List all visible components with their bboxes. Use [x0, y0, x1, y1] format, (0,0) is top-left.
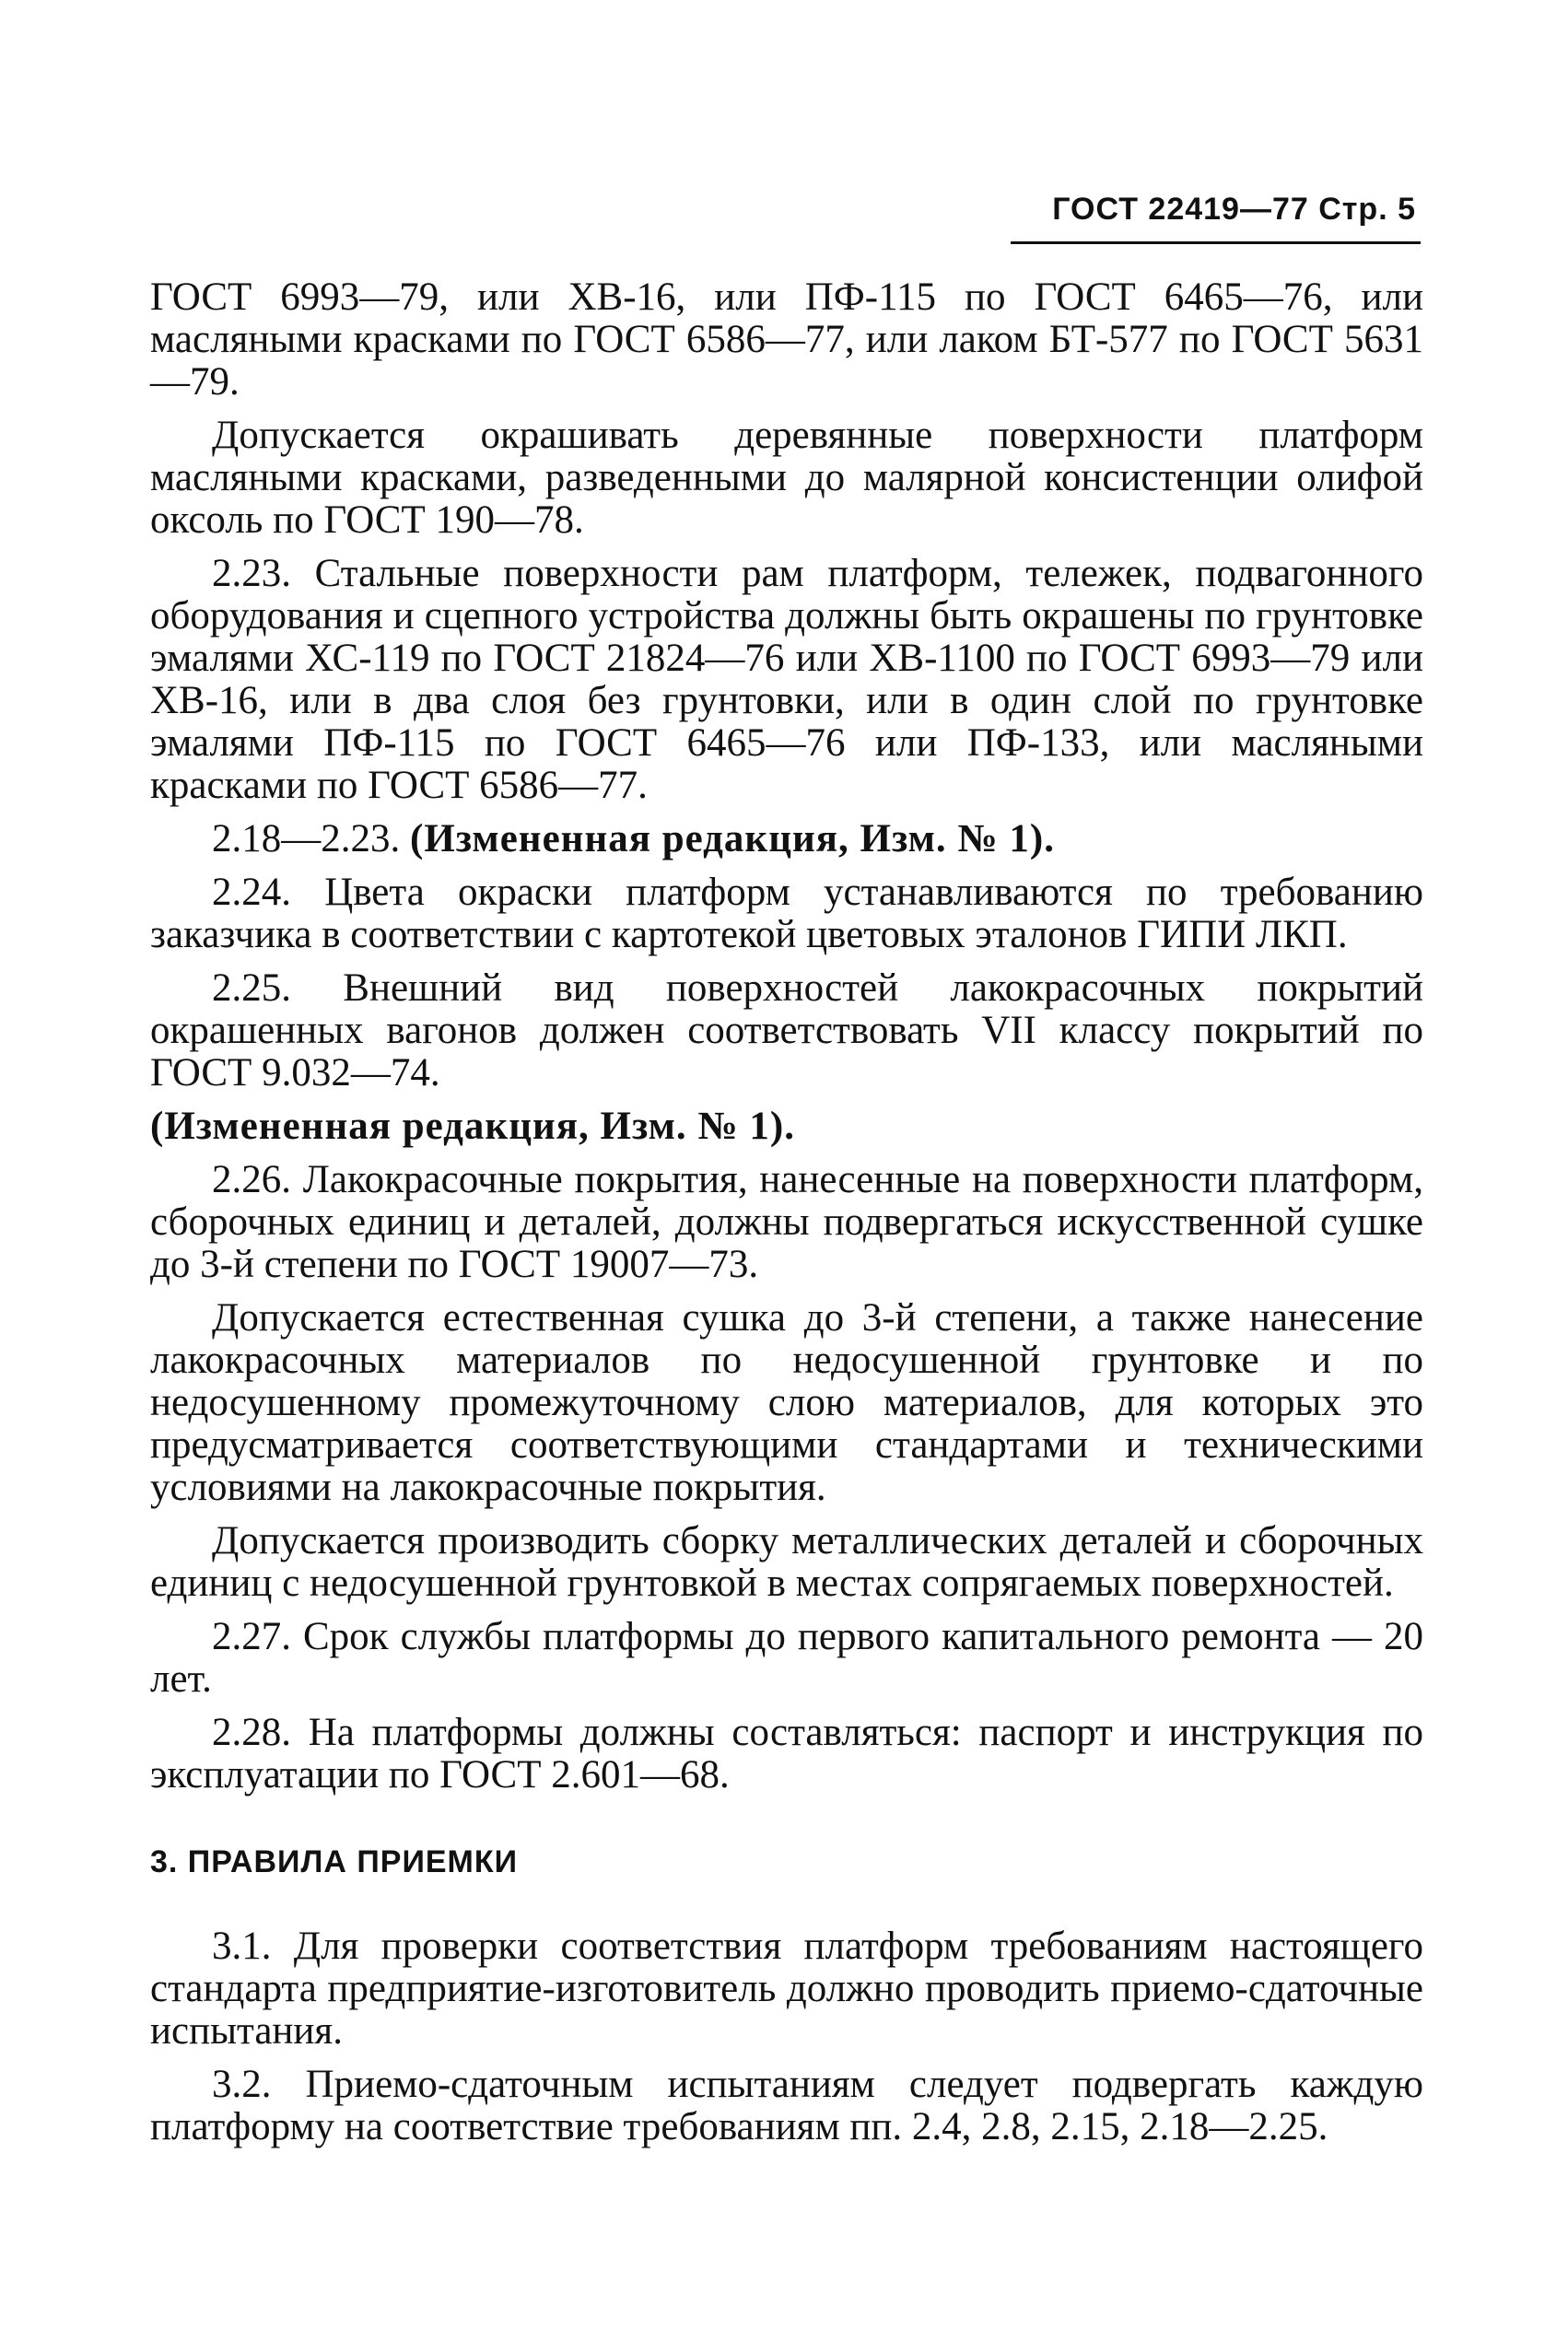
paragraph-2-28: 2.28. На платформы должны составляться: паспорт и инструкция по эксплуатации по ГОСТ 2.601—68.: [150, 1711, 1423, 1796]
paragraph-2-26: 2.26. Лакокрасочные покрытия, нанесенные на поверхности платформ, сборочных единиц и деталей, должны подвергаться искусственной сушке до 3-й степени по ГОСТ 19007—73.: [150, 1158, 1423, 1286]
amendment-note-2-25: (Измененная редакция, Изм. № 1).: [150, 1105, 795, 1148]
paragraph-natural-drying: Допускается естественная сушка до 3-й степени, а также нанесение лакокрасочных материалов по недосушенной грунтовке и по недосушенному промежуточному слою материалов, для которых это предусматривается соответствующими стандартами и техническими условиями на лакокрасочные покрытия.: [150, 1296, 1423, 1509]
paragraph-2-24: 2.24. Цвета окраски платформ устанавливаются по требованию заказчика в соответствии с картотекой цветовых эталонов ГИПИ ЛКП.: [150, 871, 1423, 956]
paragraph-2-23: 2.23. Стальные поверхности рам платформ, тележек, подвагонного оборудования и сцепного устройства должны быть окрашены по грунтовке эмалями ХС-119 по ГОСТ 21824—76 или ХВ-1100 по ГОСТ 6993—79 или ХВ-16, или в два слоя без грунтовки, или в один слой по грунтовке эмалями ПФ-115 по ГОСТ 6465—76 или ПФ-133, или масляными красками по ГОСТ 6586—77.: [150, 552, 1423, 807]
amendment-note: (Измененная редакция, Изм. № 1).: [410, 817, 1055, 860]
paragraph-amendment-2-18: [150, 818, 1423, 860]
section-title: 3. ПРАВИЛА ПРИЕМКИ: [150, 1844, 519, 1879]
paragraph-wood-painting: Допускается окрашивать деревянные поверхности платформ масляными красками, разведенными до малярной консистенции олифой оксоль по ГОСТ 190—78.: [150, 414, 1423, 542]
paragraph-assembly: Допускается производить сборку металлических деталей и сборочных единиц с недосушенной грунтовкой в местах сопрягаемых поверхностей.: [150, 1519, 1423, 1605]
paragraph-continuation: ГОСТ 6993—79, или ХВ-16, или ПФ-115 по ГОСТ 6465—76, или масляными красками по ГОСТ 6586—77, или лаком БТ-577 по ГОСТ 5631—79.: [150, 275, 1423, 404]
page-header: ГОСТ 22419—77 Стр. 5: [1052, 192, 1416, 227]
paragraph-2-27: 2.27. Срок службы платформы до первого капитального ремонта — 20 лет.: [150, 1615, 1423, 1701]
paragraph-3-1: 3.1. Для проверки соответствия платформ требованиям настоящего стандарта предприятие-изготовитель должно проводить приемо-сдаточные испытания.: [150, 1925, 1423, 2053]
header-rule: [1011, 241, 1421, 244]
paragraph-2-25: 2.25. Внешний вид поверхностей лакокрасочных покрытий окрашенных вагонов должен соответствовать VII классу покрытий по ГОСТ 9.032—74.: [150, 966, 1423, 1094]
document-body: [150, 276, 1423, 2159]
paragraph-3-2: 3.2. Приемо-сдаточным испытаниям следует подвергать каждую платформу на соответствие требованиям пп. 2.4, 2.8, 2.15, 2.18—2.25.: [150, 2063, 1423, 2148]
amendment-range: 2.18—2.23.: [212, 817, 410, 860]
